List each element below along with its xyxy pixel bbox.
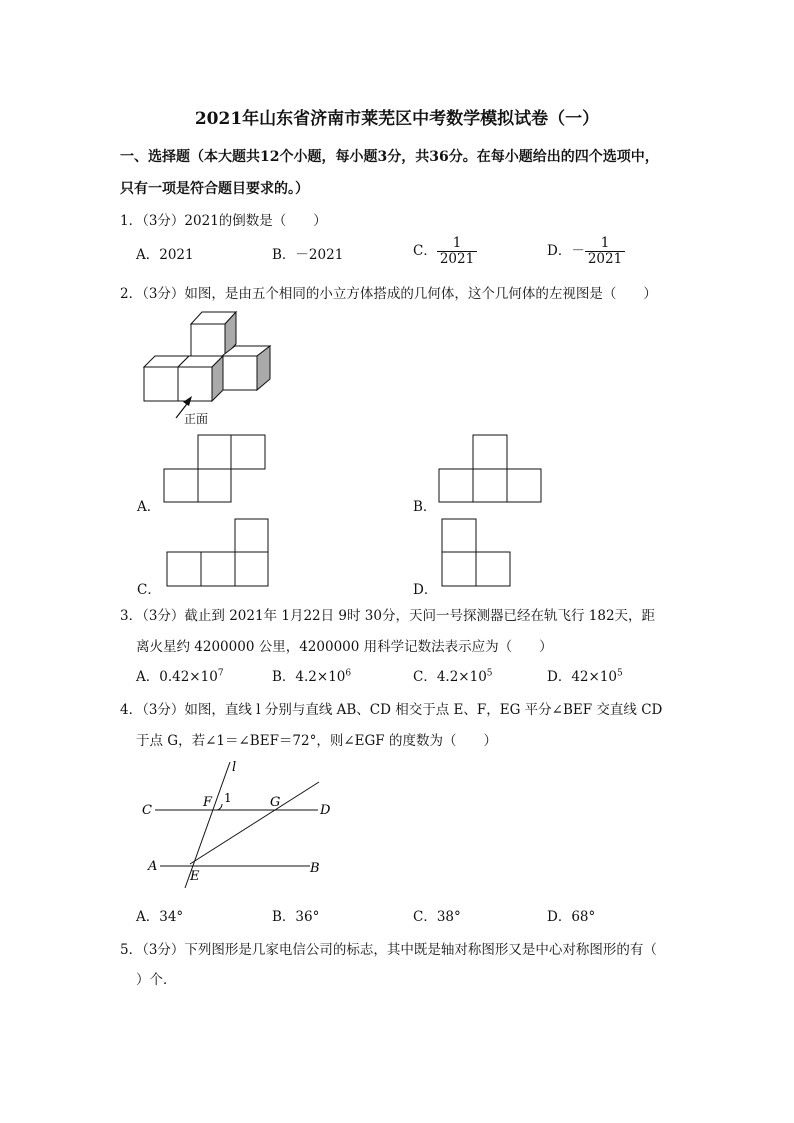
q1-option-c-fraction <box>437 236 477 267</box>
question-4-line2: 于点 G，若∠1＝∠BEF＝72°，则∠EGF 的度数为（ ） <box>136 733 497 749</box>
question-5-line2: ）个． <box>136 972 177 988</box>
q3-option-a <box>136 665 224 685</box>
q1-option-b: B．－2021 <box>272 247 344 263</box>
q2-front-label: 正面 <box>184 412 209 426</box>
q3-c-exp: 5 <box>486 668 493 679</box>
q1-option-a: A．2021 <box>136 247 194 263</box>
q3-c-base: C．4.2×10 <box>413 669 487 685</box>
q3-b-base: B．4.2×10 <box>272 669 346 685</box>
question-3-line1: 3．（3分）截止到 2021年 1月22日 9时 30分，天问一号探测器已经在轨飞行 182天，距 <box>120 608 656 624</box>
q3-option-c <box>413 665 493 685</box>
question-4-line1: 4．（3分）如图，直线 l 分别与直线 AB、CD 相交于点 E、F，EG 平分∠BEF 交直线 CD <box>120 702 663 718</box>
q3-option-b <box>272 665 351 685</box>
label-b: B <box>310 861 320 876</box>
q1-option-d-label: D．－ <box>547 243 585 259</box>
label-1: 1 <box>224 791 232 805</box>
label-g: G <box>270 795 281 810</box>
q2-option-d: D． <box>413 582 438 598</box>
q1-d-numerator: 1 <box>585 236 625 252</box>
q3-option-d <box>547 665 623 685</box>
q3-b-exp: 6 <box>345 668 352 679</box>
q1-c-denominator: 2021 <box>439 251 475 267</box>
page-title: 2021年山东省济南市莱芜区中考数学模拟试卷（一） <box>194 109 600 129</box>
question-3-line2: 离火星约 4200000 公里，4200000 用科学记数法表示应为（ ） <box>136 639 553 655</box>
label-d: D <box>320 803 331 818</box>
q1-d-denominator: 2021 <box>587 251 623 267</box>
section-heading-line1: 一、选择题（本大题共12个小题，每小题3分，共36分。在每小题给出的四个选项中， <box>120 149 659 165</box>
q1-option-d-fraction <box>585 236 625 267</box>
q3-d-base: D．42×10 <box>547 669 617 685</box>
q2-option-b: B． <box>413 499 437 515</box>
q3-a-base: A．0.42×10 <box>136 669 218 685</box>
label-c: C <box>142 803 152 818</box>
q3-a-exp: 7 <box>217 668 224 679</box>
q4-option-a: A．34° <box>136 909 184 925</box>
q1-option-c-label: C． <box>413 243 437 259</box>
section-heading-line2: 只有一项是符合题目要求的。） <box>120 181 309 197</box>
q1-c-numerator: 1 <box>437 236 477 252</box>
q4-option-d: D．68° <box>547 909 596 925</box>
q1-option-c <box>413 236 477 267</box>
label-f: F <box>203 795 213 810</box>
question-1-text: 1．（3分）2021的倒数是（ ） <box>120 213 327 229</box>
question-5-line1: 5．（3分）下列图形是几家电信公司的标志，其中既是轴对称图形又是中心对称图形的有（ <box>120 942 657 958</box>
label-l: l <box>232 760 237 775</box>
q2-option-c: C． <box>137 582 161 598</box>
q2-option-a: A． <box>137 499 161 515</box>
q3-d-exp: 5 <box>617 668 623 679</box>
label-a: A <box>148 859 158 874</box>
q4-option-c: C．38° <box>413 909 461 925</box>
q1-option-d <box>547 236 625 267</box>
label-e: E <box>190 869 200 884</box>
question-2-text: 2．（3分）如图，是由五个相同的小立方体搭成的几何体，这个几何体的左视图是（ ） <box>120 286 657 302</box>
q4-option-b: B．36° <box>272 909 320 925</box>
